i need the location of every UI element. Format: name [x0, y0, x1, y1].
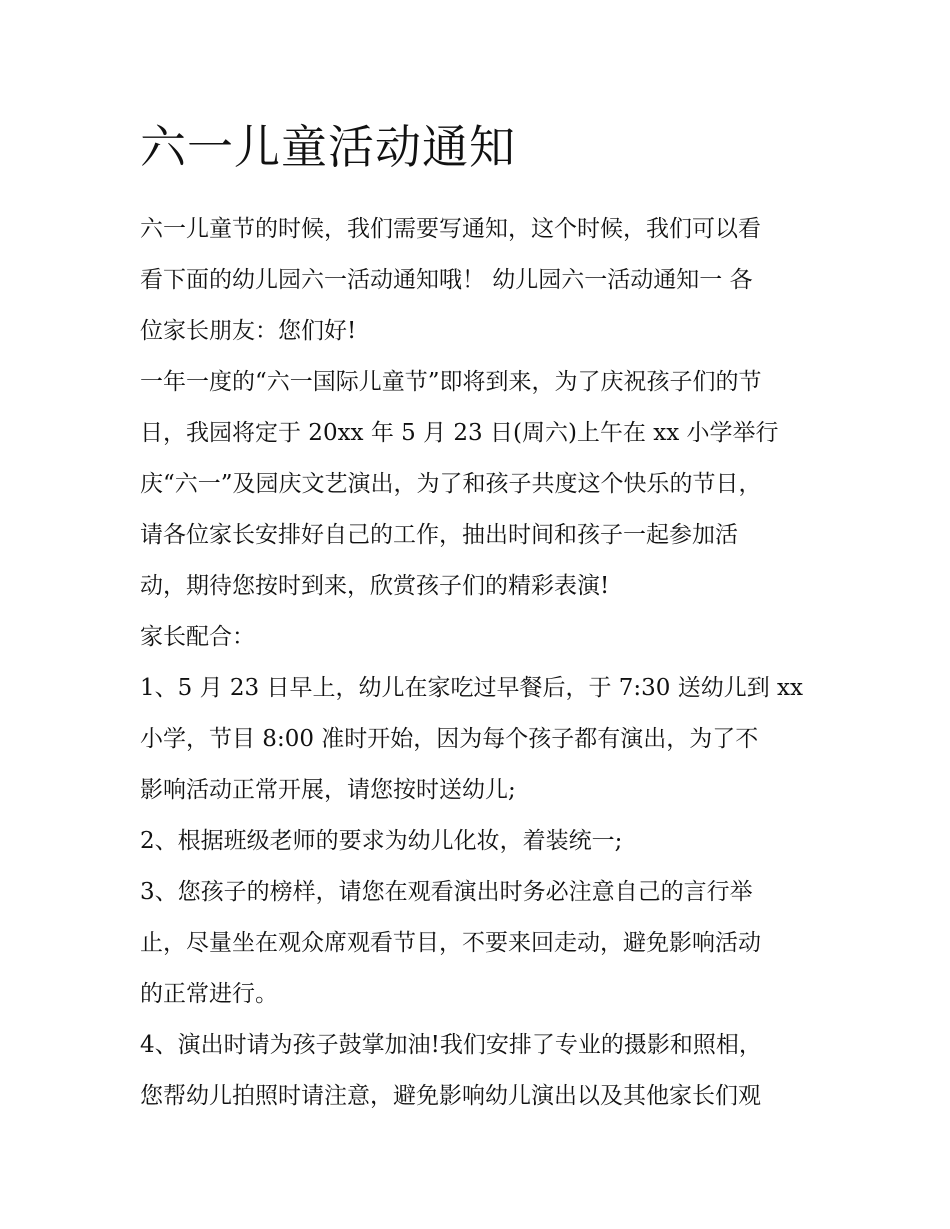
document-title: 六一儿童活动通知: [140, 120, 516, 174]
document-body: [140, 204, 820, 1122]
body-line: 庆“六一”及园庆文艺演出，为了和孩子共度这个快乐的节日，: [140, 471, 762, 497]
body-line: 日，我园将定于 20xx 年 5 月 23 日(周六)上午在 xx 小学举行: [140, 420, 779, 446]
body-line: 1、5 月 23 日早上，幼儿在家吃过早餐后，于 7:30 送幼儿到 xx: [140, 675, 803, 701]
body-line: 2、根据班级老师的要求为幼儿化妆，着装统一;: [140, 828, 623, 854]
body-line: 4、演出时请为孩子鼓掌加油!我们安排了专业的摄影和照相，: [140, 1032, 762, 1058]
section-heading: 家长配合：: [140, 624, 255, 650]
body-line: 小学，节目 8:00 准时开始，因为每个孩子都有演出，为了不: [140, 726, 759, 752]
body-line: 3、您孩子的榜样，请您在观看演出时务必注意自己的言行举: [140, 879, 753, 905]
document-page: [140, 112, 820, 1122]
body-line: 影响活动正常开展，请您按时送幼儿;: [140, 777, 516, 803]
body-line: 一年一度的“六一国际儿童节”即将到来，为了庆祝孩子们的节: [140, 369, 762, 395]
body-line: 六一儿童节的时候，我们需要写通知，这个时候，我们可以看: [140, 216, 761, 242]
body-line: 看下面的幼儿园六一活动通知哦！ 幼儿园六一活动通知一 各: [140, 267, 753, 293]
body-line: 动，期待您按时到来，欣赏孩子们的精彩表演!: [140, 573, 610, 599]
body-line: 止，尽量坐在观众席观看节目，不要来回走动，避免影响活动: [140, 930, 761, 956]
body-line: 位家长朋友：您们好!: [140, 318, 357, 344]
body-line: 的正常进行。: [140, 981, 278, 1007]
body-line: 请各位家长安排好自己的工作，抽出时间和孩子一起参加活: [140, 522, 738, 548]
body-line: 您帮幼儿拍照时请注意，避免影响幼儿演出以及其他家长们观: [140, 1083, 761, 1109]
